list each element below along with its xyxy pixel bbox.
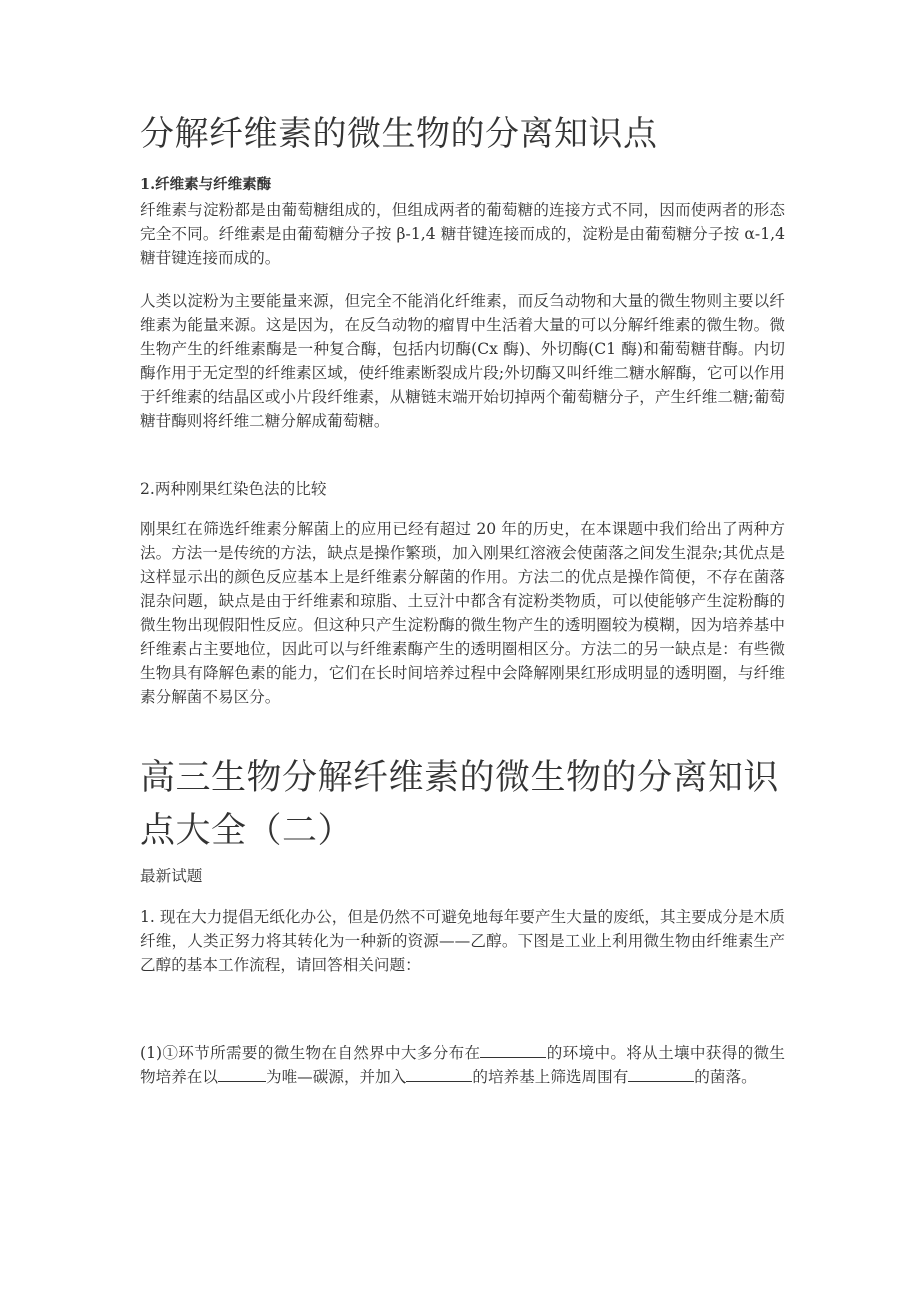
answer-blank-2[interactable]	[218, 1065, 266, 1082]
q1-sub1-part-e: 的菌落。	[694, 1068, 757, 1086]
q1-sub1-part-b: 的环境中。将从土壤中获得的微生物培养在以	[140, 1044, 785, 1086]
section-2-paragraph-1: 刚果红在筛选纤维素分解菌上的应用已经有超过 20 年的历史，在本课题中我们给出了两种方法。方法一是传统的方法，缺点是操作繁琐，加入刚果红溶液会使菌落之间发生混杂;其优点是这样显示出的颜色反应基本上是纤维素分解菌的作用。方法二的优点是操作简便，不存在菌落混杂问题，缺点是由于纤维素和琼脂、土豆汁中都含有淀粉类物质，可以使能够产生淀粉酶的微生物出现假阳性反应。但这种只产生淀粉酶的微生物产生的透明圈较为模糊，因为培养基中纤维素占主要地位，因此可以与纤维素酶产生的透明圈相区分。方法二的另一缺点是：有些微生物具有降解色素的能力，它们在长时间培养过程中会降解刚果红形成明显的透明圈，与纤维素分解菌不易区分。	[140, 520, 785, 706]
q1-sub1-part-c: 为唯—碳源，并加入	[265, 1068, 407, 1086]
answer-blank-4[interactable]	[628, 1065, 694, 1082]
latest-questions-label: 最新试题	[140, 867, 203, 885]
question-1-subquestion-1	[140, 1041, 785, 1089]
q1-sub1-part-a: (1)①环节所需要的微生物在自然界中大多分布在	[140, 1044, 481, 1062]
section-1-heading: 1.纤维素与纤维素酶	[140, 176, 272, 193]
document-title: 分解纤维素的微生物的分离知识点	[140, 114, 658, 154]
q1-sub1-part-d: 的培养基上筛选周围有	[472, 1068, 629, 1086]
answer-blank-3[interactable]	[406, 1065, 472, 1082]
document-subtitle: 高三生物分解纤维素的微生物的分离知识点大全（二）	[140, 758, 780, 851]
answer-blank-1[interactable]	[480, 1041, 546, 1058]
section-2-heading: 2.两种刚果红染色法的比较	[140, 480, 327, 498]
section-1-paragraph-1: 纤维素与淀粉都是由葡萄糖组成的，但组成两者的葡萄糖的连接方式不同，因而使两者的形态完全不同。纤维素是由葡萄糖分子按 β-1,4 糖苷键连接而成的，淀粉是由葡萄糖分子按 α-1,4 糖苷键连接而成的。	[140, 201, 785, 267]
section-1-paragraph-2: 人类以淀粉为主要能量来源，但完全不能消化纤维素，而反刍动物和大量的微生物则主要以纤维素为能量来源。这是因为，在反刍动物的瘤胃中生活着大量的可以分解纤维素的微生物。微生物产生的纤维素酶是一种复合酶，包括内切酶(Cx 酶)、外切酶(C1 酶)和葡萄糖苷酶。内切酶作用于无定型的纤维素区域，使纤维素断裂成片段;外切酶又叫纤维二糖水解酶，它可以作用于纤维素的结晶区或小片段纤维素，从糖链末端开始切掉两个葡萄糖分子，产生纤维二糖;葡萄糖苷酶则将纤维二糖分解成葡萄糖。	[140, 292, 785, 430]
question-1-text: 1. 现在大力提倡无纸化办公，但是仍然不可避免地每年要产生大量的废纸，其主要成分是木质纤维，人类正努力将其转化为一种新的资源——乙醇。下图是工业上利用微生物由纤维素生产乙醇的基本工作流程，请回答相关问题：	[140, 908, 785, 974]
